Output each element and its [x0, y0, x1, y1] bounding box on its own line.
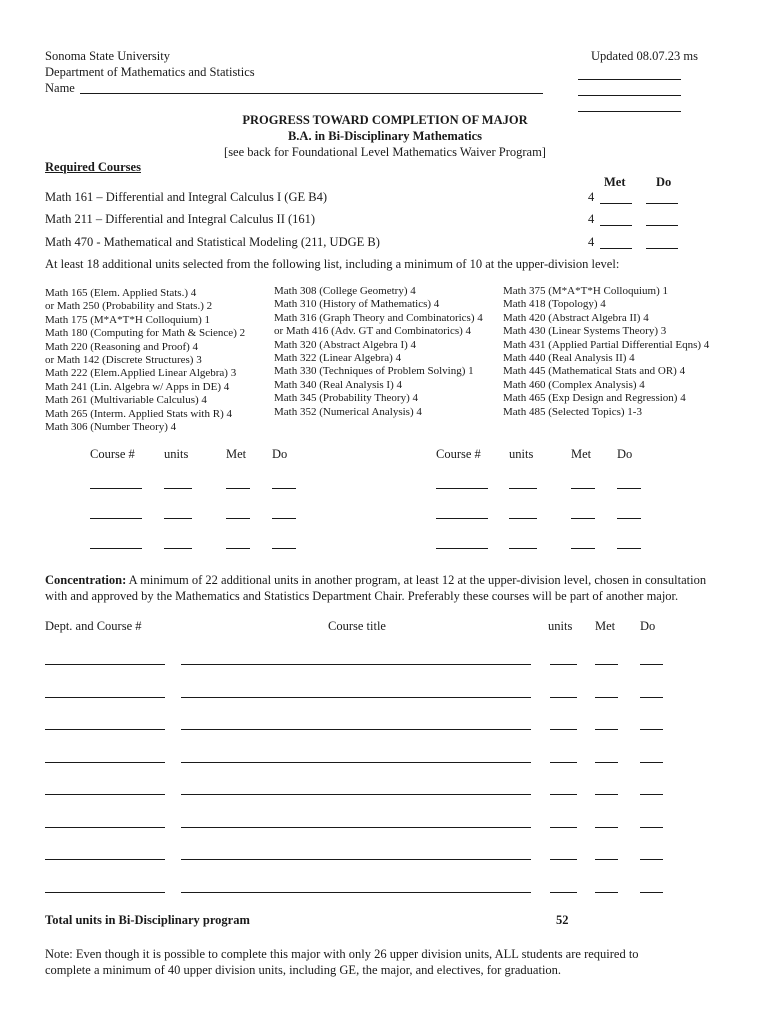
course-title-blank[interactable]	[181, 892, 531, 893]
elective-course: Math 440 (Real Analysis II) 4	[503, 352, 635, 365]
university-name: Sonoma State University	[45, 49, 170, 63]
elective-course: Math 340 (Real Analysis I) 4	[274, 378, 403, 391]
elective-course: Math 345 (Probability Theory) 4	[274, 392, 418, 405]
met-blank[interactable]	[595, 827, 618, 828]
met-blank[interactable]	[595, 892, 618, 893]
elective-course: Math 465 (Exp Design and Regression) 4	[503, 392, 686, 405]
do-blank[interactable]	[617, 548, 641, 549]
met-header: Met	[571, 447, 592, 461]
course-title-header: Course title	[328, 619, 386, 633]
do-blank[interactable]	[272, 548, 296, 549]
dept-course-blank[interactable]	[45, 729, 165, 730]
concentration-line-1	[45, 573, 706, 588]
units-header: units	[509, 447, 534, 461]
elective-course: Math 165 (Elem. Applied Stats.) 4	[45, 287, 197, 299]
elective-course: Math 352 (Numerical Analysis) 4	[274, 405, 422, 418]
total-units-label: Total units in Bi-Disciplinary program	[45, 913, 250, 927]
header-blank-line-3[interactable]	[578, 111, 681, 112]
do-blank[interactable]	[640, 859, 663, 860]
units-blank[interactable]	[550, 859, 577, 860]
course-units: 4	[588, 235, 595, 249]
required-courses-heading: Required Courses	[45, 160, 141, 174]
course-title-blank[interactable]	[181, 859, 531, 860]
do-blank[interactable]	[646, 203, 678, 204]
elective-course: Math 420 (Abstract Algebra II) 4	[503, 311, 649, 324]
units-header: units	[548, 619, 573, 633]
elective-list-col3	[503, 285, 709, 419]
total-units-value: 52	[556, 913, 569, 927]
units-blank[interactable]	[550, 664, 577, 665]
units-blank[interactable]	[550, 827, 577, 828]
course-number-blank[interactable]	[90, 548, 142, 549]
course-title-blank[interactable]	[181, 827, 531, 828]
elective-course: Math 180 (Computing for Math & Science) 2	[45, 327, 246, 340]
department-name: Department of Mathematics and Statistics	[45, 65, 255, 79]
met-blank[interactable]	[595, 697, 618, 698]
course-number-blank[interactable]	[90, 518, 142, 519]
page-title: PROGRESS TOWARD COMPLETION OF MAJOR	[242, 113, 528, 127]
elective-course: Math 418 (Topology) 4	[503, 298, 606, 311]
updated-date: Updated 08.07.23 ms	[591, 49, 698, 63]
elective-course: or Math 142 (Discrete Structures) 3	[45, 354, 202, 367]
met-blank[interactable]	[595, 729, 618, 730]
units-blank[interactable]	[550, 729, 577, 730]
elective-course: Math 322 (Linear Algebra) 4	[274, 352, 402, 365]
dept-course-blank[interactable]	[45, 762, 165, 763]
do-blank[interactable]	[646, 248, 678, 249]
met-column-label: Met	[604, 175, 626, 189]
course-name: Math 161 – Differential and Integral Calculus I (GE B4)	[45, 190, 327, 204]
elective-course: Math 310 (History of Mathematics) 4	[274, 298, 440, 311]
dept-course-header: Dept. and Course #	[45, 619, 142, 633]
units-blank[interactable]	[509, 488, 537, 489]
course-units: 4	[588, 190, 595, 204]
units-header: units	[164, 447, 189, 461]
dept-course-blank[interactable]	[45, 664, 165, 665]
page-subtitle: B.A. in Bi-Disciplinary Mathematics	[287, 129, 483, 143]
do-header: Do	[617, 447, 633, 461]
dept-course-blank[interactable]	[45, 697, 165, 698]
elective-course: or Math 416 (Adv. GT and Combinatorics) 4	[274, 325, 472, 338]
units-blank[interactable]	[509, 548, 537, 549]
additional-units-intro: At least 18 additional units selected from the following list, including a minimum of 10 at the upper-division level:	[45, 257, 620, 271]
met-blank[interactable]	[595, 859, 618, 860]
do-blank[interactable]	[640, 794, 663, 795]
met-blank[interactable]	[226, 548, 250, 549]
do-header: Do	[640, 619, 656, 633]
elective-course: Math 222 (Elem.Applied Linear Algebra) 3	[45, 367, 237, 380]
course-title-blank[interactable]	[181, 664, 531, 665]
met-header: Met	[595, 619, 616, 633]
met-blank[interactable]	[600, 203, 632, 204]
elective-course: Math 460 (Complex Analysis) 4	[503, 378, 645, 391]
elective-course: Math 375 (M*A*T*H Colloquium) 1	[503, 285, 668, 297]
met-blank[interactable]	[571, 488, 595, 489]
course-title-blank[interactable]	[181, 762, 531, 763]
elective-course: Math 485 (Selected Topics) 1-3	[503, 405, 642, 418]
elective-course: Math 241 (Lin. Algebra w/ Apps in DE) 4	[45, 380, 230, 393]
waiver-note: [see back for Foundational Level Mathematics Waiver Program]	[224, 145, 546, 159]
do-blank[interactable]	[617, 488, 641, 489]
elective-course: Math 308 (College Geometry) 4	[274, 285, 416, 297]
do-blank[interactable]	[640, 729, 663, 730]
do-blank[interactable]	[640, 892, 663, 893]
elective-list-col2	[274, 285, 483, 419]
elective-course: Math 431 (Applied Partial Differential Eqns) 4	[503, 338, 710, 351]
course-number-blank[interactable]	[436, 548, 488, 549]
units-blank[interactable]	[164, 488, 192, 489]
course-number-blank[interactable]	[436, 518, 488, 519]
do-blank[interactable]	[640, 697, 663, 698]
units-blank[interactable]	[550, 794, 577, 795]
elective-course: Math 330 (Techniques of Problem Solving) 1	[274, 365, 474, 378]
met-blank[interactable]	[226, 488, 250, 489]
course-title-blank[interactable]	[181, 697, 531, 698]
units-blank[interactable]	[164, 518, 192, 519]
elective-course: Math 261 (Multivariable Calculus) 4	[45, 394, 207, 407]
name-field-line[interactable]	[80, 93, 543, 94]
do-blank[interactable]	[272, 488, 296, 489]
course-number-header: Course #	[90, 447, 135, 461]
elective-course: or Math 250 (Probability and Stats.) 2	[45, 300, 213, 313]
header-blank-line-2[interactable]	[578, 95, 681, 96]
course-name: Math 470 - Mathematical and Statistical Modeling (211, UDGE B)	[45, 235, 380, 249]
do-column-label: Do	[656, 175, 672, 189]
elective-course: Math 306 (Number Theory) 4	[45, 421, 177, 434]
dept-course-blank[interactable]	[45, 859, 165, 860]
dept-course-blank[interactable]	[45, 827, 165, 828]
met-blank[interactable]	[226, 518, 250, 519]
met-blank[interactable]	[595, 664, 618, 665]
do-header: Do	[272, 447, 288, 461]
dept-course-blank[interactable]	[45, 892, 165, 893]
units-blank[interactable]	[550, 762, 577, 763]
do-blank[interactable]	[272, 518, 296, 519]
elective-course: Math 316 (Graph Theory and Combinatorics) 4	[274, 311, 483, 324]
met-blank[interactable]	[571, 518, 595, 519]
elective-course: Math 430 (Linear Systems Theory) 3	[503, 325, 667, 338]
units-blank[interactable]	[509, 518, 537, 519]
elective-course: Math 220 (Reasoning and Proof) 4	[45, 340, 199, 353]
met-blank[interactable]	[600, 248, 632, 249]
name-label: Name	[45, 81, 75, 95]
concentration-text-2: with and approved by the Mathematics and Statistics Department Chair. Preferably these courses will be part of another major.	[45, 589, 679, 603]
concentration-label: Concentration:	[45, 573, 127, 587]
met-blank[interactable]	[595, 794, 618, 795]
course-number-blank[interactable]	[90, 488, 142, 489]
met-blank[interactable]	[571, 548, 595, 549]
dept-course-blank[interactable]	[45, 794, 165, 795]
do-blank[interactable]	[646, 225, 678, 226]
elective-course: Math 175 (M*A*T*H Colloquium) 1	[45, 313, 210, 326]
elective-course: Math 265 (Interm. Applied Stats with R) 4	[45, 407, 232, 420]
course-title-blank[interactable]	[181, 729, 531, 730]
met-header: Met	[226, 447, 247, 461]
graduation-note-line-2: complete a minimum of 40 upper division units, including GE, the major, and electives, for graduation.	[45, 963, 562, 977]
course-units: 4	[588, 212, 595, 226]
elective-course: Math 445 (Mathematical Stats and OR) 4	[503, 365, 686, 378]
elective-list-col1	[45, 287, 245, 434]
course-number-header: Course #	[436, 447, 481, 461]
met-blank[interactable]	[600, 225, 632, 226]
do-blank[interactable]	[617, 518, 641, 519]
units-blank[interactable]	[164, 548, 192, 549]
graduation-note-line-1: Note: Even though it is possible to complete this major with only 26 upper division units, ALL students are required to	[45, 947, 639, 961]
units-blank[interactable]	[550, 697, 577, 698]
do-blank[interactable]	[640, 762, 663, 763]
elective-course: Math 320 (Abstract Algebra I) 4	[274, 338, 417, 351]
course-title-blank[interactable]	[181, 794, 531, 795]
header-blank-line-1[interactable]	[578, 79, 681, 80]
do-blank[interactable]	[640, 664, 663, 665]
course-number-blank[interactable]	[436, 488, 488, 489]
units-blank[interactable]	[550, 892, 577, 893]
course-name: Math 211 – Differential and Integral Calculus II (161)	[45, 212, 316, 226]
do-blank[interactable]	[640, 827, 663, 828]
concentration-text-1: A minimum of 22 additional units in another program, at least 12 at the upper-division level, chosen in consultation	[126, 573, 707, 587]
met-blank[interactable]	[595, 762, 618, 763]
